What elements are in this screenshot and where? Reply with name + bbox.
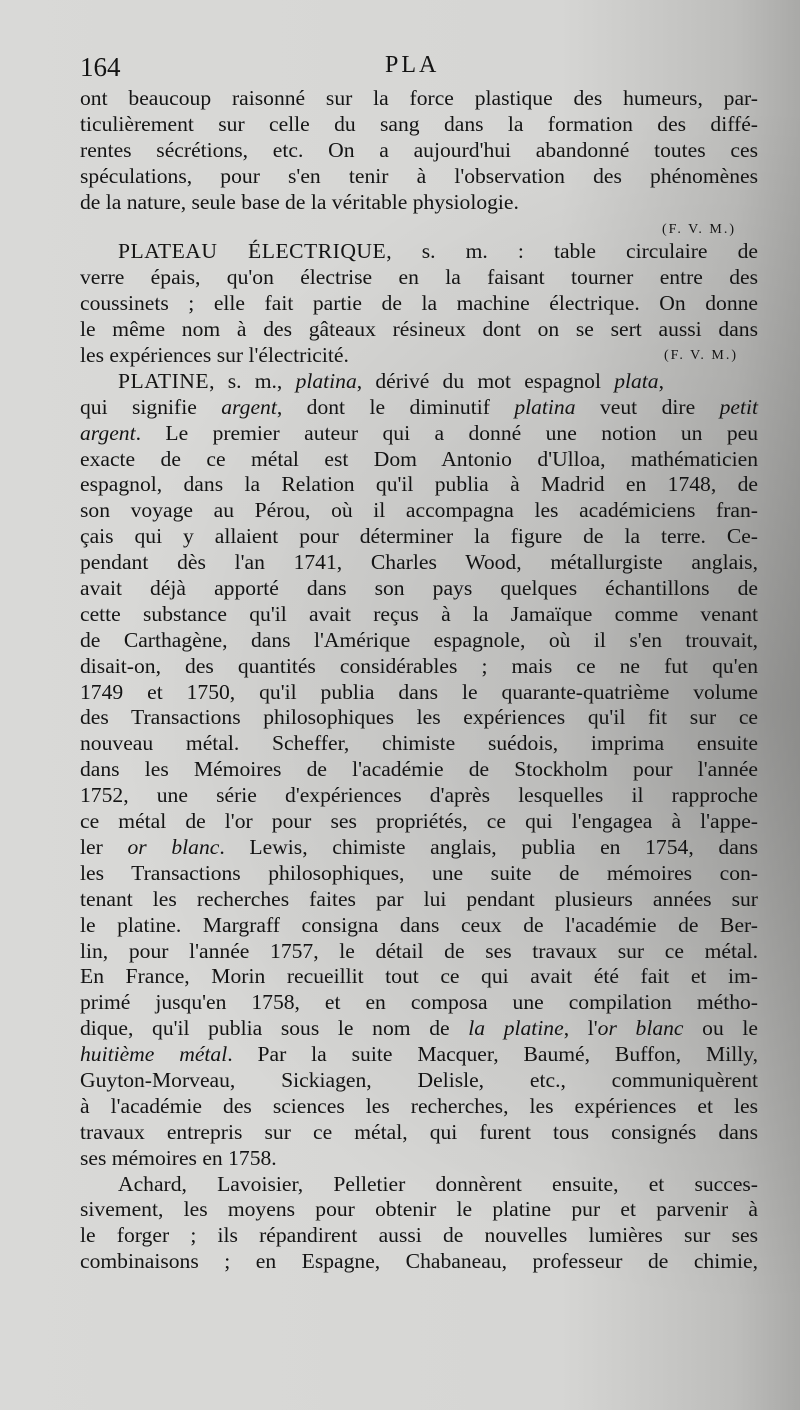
author-signature: (F. V. M.) <box>662 222 736 238</box>
text-line: 1749 et 1750, qu'il publia dans le quarante-quatrième volume <box>80 679 758 704</box>
text-line: tenant les recherches faites par lui pendant plusieurs années sur <box>80 886 758 911</box>
text-line: de Carthagène, dans l'Amérique espagnole, où il s'en trouvait, <box>80 627 758 652</box>
text-line: le forger ; ils répandirent aussi de nouvelles lumières sur ses <box>80 1223 758 1248</box>
text-line: avait déjà apporté dans son pays quelques échantillons de <box>80 576 758 601</box>
text-line: ler or blanc. Lewis, chimiste anglais, publia en 1754, dans <box>80 834 758 859</box>
running-head: PLA <box>385 52 440 78</box>
text-line: ticulièrement sur celle du sang dans la formation des diffé- <box>80 111 758 136</box>
text-line: argent. Le premier auteur qui a donné une notion un peu <box>80 420 758 445</box>
headword-platine: PLATINE <box>118 368 210 393</box>
page-text <box>80 86 758 1275</box>
text-line: travaux entrepris sur ce métal, qui furent tous consignés dans <box>80 1119 758 1144</box>
text-line: lin, pour l'année 1757, le détail de ses travaux sur ce métal. <box>80 938 758 963</box>
text-line: primé jusqu'en 1758, et en composa une compilation métho- <box>80 990 758 1015</box>
text-line: de la nature, seule base de la véritable physiologie. <box>80 189 519 214</box>
text-line: spéculations, pour s'en tenir à l'observation des phénomènes <box>80 163 758 188</box>
text-line: rentes sécrétions, etc. On a aujourd'hui abandonné toutes ces <box>80 137 758 162</box>
text-line: dique, qu'il publia sous le nom de la platine, l'or blanc ou le <box>80 1016 759 1041</box>
text-line: espagnol, dans la Relation qu'il publia à Madrid en 1748, de <box>80 472 758 497</box>
text-line: çais qui y allaient pour déterminer la figure de la terre. Ce- <box>80 524 758 549</box>
text-line: Guyton-Morveau, Sickiagen, Delisle, etc., communiquèrent <box>80 1067 758 1092</box>
headword-plateau: PLATEAU ÉLECTRIQUE <box>118 239 387 264</box>
text-line: exacte de ce métal est Dom Antonio d'Ulloa, mathématicien <box>80 446 758 471</box>
text-line: 1752, une série d'expériences d'après lesquelles il rapproche <box>80 783 758 808</box>
text-line: ses mémoires en 1758. <box>80 1145 277 1170</box>
entry-platine-line: PLATINE, s. m., platina, dérivé du mot espagnol plata, <box>118 368 664 393</box>
text-line: nouveau métal. Scheffer, chimiste suédois, imprima ensuite <box>80 731 758 756</box>
text-line: pendant dès l'an 1741, Charles Wood, métallurgiste anglais, <box>80 550 758 575</box>
text-line: combinaisons ; en Espagne, Chabaneau, professeur de chimie, <box>80 1249 758 1274</box>
text-line: dans les Mémoires de l'académie de Stockholm pour l'année <box>80 757 758 782</box>
text-line: des Transactions philosophiques les expériences qu'il fit sur ce <box>80 705 758 730</box>
page-header <box>80 52 760 88</box>
text-line: sivement, les moyens pour obtenir le platine pur et parvenir à <box>80 1197 758 1222</box>
text-line: cette substance qu'il avait reçus à la Jamaïque comme venant <box>80 601 758 626</box>
text-line: En France, Morin recueillit tout ce qui avait été fait et im- <box>80 964 758 989</box>
text-line: qui signifie argent, dont le diminutif platina veut dire petit <box>80 394 758 419</box>
text-line: ont beaucoup raisonné sur la force plastique des humeurs, par- <box>80 86 758 110</box>
text-line: ce métal de l'or pour ses propriétés, ce qui l'engagea à l'appe- <box>80 809 758 834</box>
text-line: à l'académie des sciences les recherches, les expériences et les <box>80 1093 758 1118</box>
text-line: les Transactions philosophiques, une suite de mémoires con- <box>80 860 758 885</box>
text-line: le même nom à des gâteaux résineux dont on se sert aussi dans <box>80 317 758 342</box>
text-line: huitième métal. Par la suite Macquer, Baumé, Buffon, Milly, <box>80 1042 758 1067</box>
text-line: les expériences sur l'électricité. (F. V. M.) <box>80 343 758 369</box>
entry-plateau-line: PLATEAU ÉLECTRIQUE, s. m. : table circulaire de <box>118 239 758 264</box>
page-number: 164 <box>80 52 121 82</box>
author-signature: (F. V. M.) <box>664 348 738 364</box>
text-line: disait-on, des quantités considérables ; mais ce ne fut qu'en <box>80 653 758 678</box>
text-line: coussinets ; elle fait partie de la machine électrique. On donne <box>80 291 758 316</box>
text-line: son voyage au Pérou, où il accompagna les académiciens fran- <box>80 498 758 523</box>
text-line: Achard, Lavoisier, Pelletier donnèrent ensuite, et succes- <box>118 1171 758 1196</box>
text-line: verre épais, qu'on électrise en la faisant tourner entre des <box>80 265 758 290</box>
text-line: le platine. Margraff consigna dans ceux de l'académie de Ber- <box>80 912 758 937</box>
